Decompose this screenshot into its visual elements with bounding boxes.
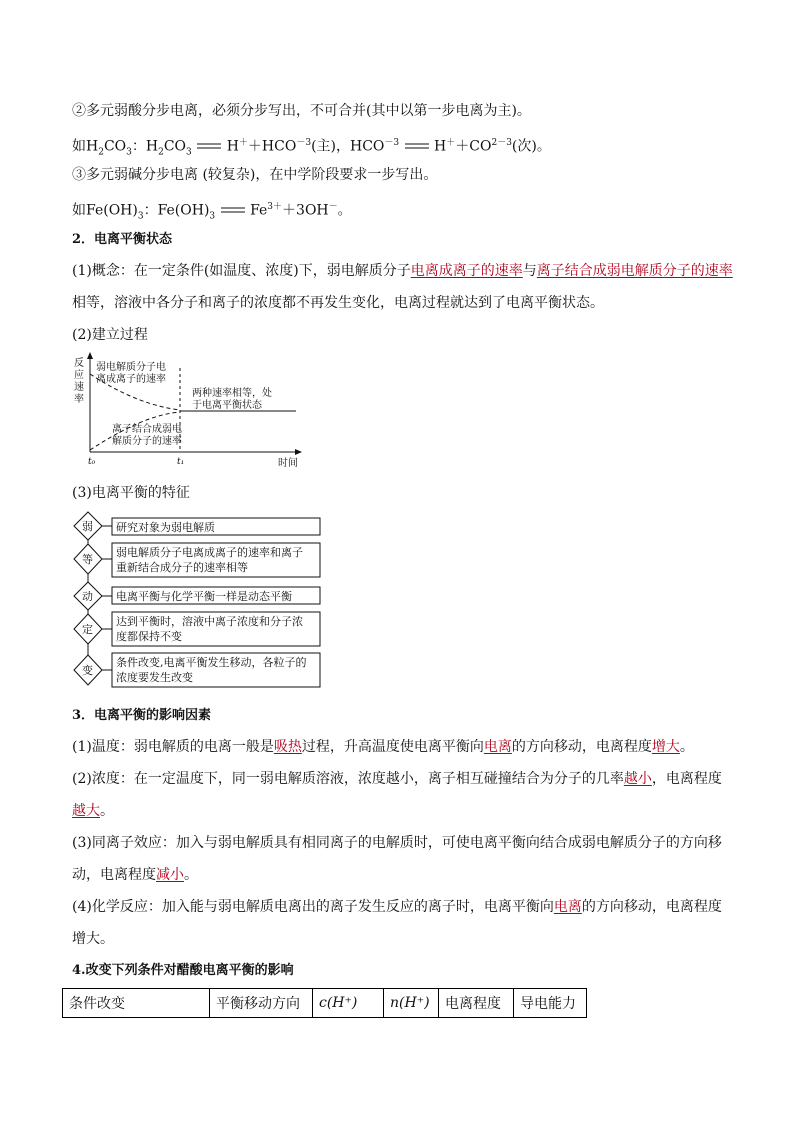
feature-text-change-1: 条件改变,电离平衡发生移动，各粒子的 <box>116 656 307 669</box>
influence-table <box>62 988 587 1018</box>
t0-label: t₀ <box>88 457 96 467</box>
multi-acid-rule: ②多元弱酸分步电离，必须分步写出，不可合并(其中以第一步电离为主)。 <box>72 103 531 119</box>
header-condition: 条件改变 <box>63 989 210 1018</box>
ion-rate-label-1: 弱电解质分子电 <box>96 362 166 373</box>
feoh3-equation: 如$Fe(OH)_3$：$Fe(OH)_3$ $Fe^{3+}+3OH^-$。 <box>72 202 352 222</box>
features-diagram <box>66 508 328 692</box>
feature-key-dynamic: 动 <box>82 590 93 603</box>
features-title: (3)电离平衡的特征 <box>72 485 190 501</box>
concept-line-2: 相等，溶液中各分子和离子的浓度都不再发生变化，电离过程就达到了电离平衡状态。 <box>72 295 604 311</box>
feature-key-fixed: 定 <box>82 623 93 636</box>
reaction-line-1: (4)化学反应：加入能与弱电解质电离出的离子发生反应的离子时，电离平衡向电离的方向移动，电离程度 <box>72 899 722 915</box>
feature-text-fixed-1: 达到平衡时，溶液中离子浓度和分子浓 <box>116 615 303 628</box>
x-label: 时间 <box>278 458 298 469</box>
equilibrium-arrow-icon <box>196 141 222 151</box>
feature-key-weak: 弱 <box>82 520 93 533</box>
build-process-title: (2)建立过程 <box>72 327 148 343</box>
reaction-line-2: 增大。 <box>72 931 114 947</box>
feature-text-dynamic: 电离平衡与化学平衡一样是动态平衡 <box>116 590 292 603</box>
y-axis-arrow-icon <box>87 352 93 359</box>
feature-text-equal-1: 弱电解质分子电离成离子的速率和离子 <box>116 546 303 559</box>
mol-rate-label-1: 离子结合成弱电 <box>112 424 182 435</box>
feature-text-weak: 研究对象为弱电解质 <box>116 521 215 534</box>
x-axis-arrow-icon <box>295 449 302 455</box>
common-ion-line-2: 动，电离程度减小。 <box>72 867 198 883</box>
h2co3-equation: 如$H_2CO_3$：$H_2CO_3$ $H^++HCO^{-3}$(主)，$HCO^{-3}$ $H^++CO^{2-3}$(次)。 <box>72 138 551 158</box>
equilibrium-label-1: 两种速率相等，处 <box>192 388 272 399</box>
y-label-2: 应 <box>74 370 84 381</box>
concept-line-1: (1)概念：在一定条件(如温度、浓度)下，弱电解质分子电离成离子的速率与离子结合成弱电解质分子的速率 <box>72 263 733 279</box>
concentration-factor-2: 越大。 <box>72 803 114 819</box>
feature-text-change-2: 浓度要发生改变 <box>116 671 193 684</box>
header-c-h: c(H⁺) <box>313 989 384 1018</box>
feature-text-equal-2: 重新结合成分子的速率相等 <box>116 561 248 574</box>
header-ionization-degree: 电离程度 <box>439 989 514 1018</box>
y-label-3: 速 <box>74 382 84 393</box>
header-n-h: n(H⁺) <box>384 989 439 1018</box>
equilibrium-label-2: 于电离平衡状态 <box>192 400 262 411</box>
rate-time-graph <box>70 352 310 470</box>
feature-key-equal: 等 <box>82 553 93 566</box>
t1-label: t₁ <box>177 457 185 467</box>
feature-key-change: 变 <box>82 664 93 677</box>
header-conductivity: 导电能力 <box>514 989 587 1018</box>
multi-base-rule: ③多元弱碱分步电离 (较复杂)，在中学阶段要求一步写出。 <box>72 167 438 183</box>
equilibrium-arrow-icon <box>220 205 246 215</box>
header-shift-direction: 平衡移动方向 <box>210 989 313 1018</box>
table-header-row <box>63 989 587 1018</box>
section-2-title: 2．电离平衡状态 <box>72 232 173 247</box>
section-3-title: 3．电离平衡的影响因素 <box>72 708 212 723</box>
feature-text-fixed-2: 度都保持不变 <box>116 630 182 643</box>
equilibrium-arrow-icon <box>404 141 430 151</box>
common-ion-line-1: (3)同离子效应：加入与弱电解质具有相同离子的电解质时，可使电离平衡向结合成弱电解质分子的方向移 <box>72 835 722 851</box>
mol-rate-label-2: 解质分子的速率 <box>112 436 182 447</box>
section-4-title: 4.改变下列条件对醋酸电离平衡的影响 <box>72 963 294 978</box>
y-label-1: 反 <box>74 358 84 369</box>
concentration-factor-1: (2)浓度：在一定温度下，同一弱电解质溶液，浓度越小，离子相互碰撞结合为分子的几率越小，电离程度 <box>72 771 722 787</box>
temperature-factor: (1)温度：弱电解质的电离一般是吸热过程，升高温度使电离平衡向电离的方向移动，电离程度增大。 <box>72 739 694 755</box>
y-label-4: 率 <box>74 394 84 405</box>
ion-rate-label-2: 离成离子的速率 <box>96 374 166 385</box>
